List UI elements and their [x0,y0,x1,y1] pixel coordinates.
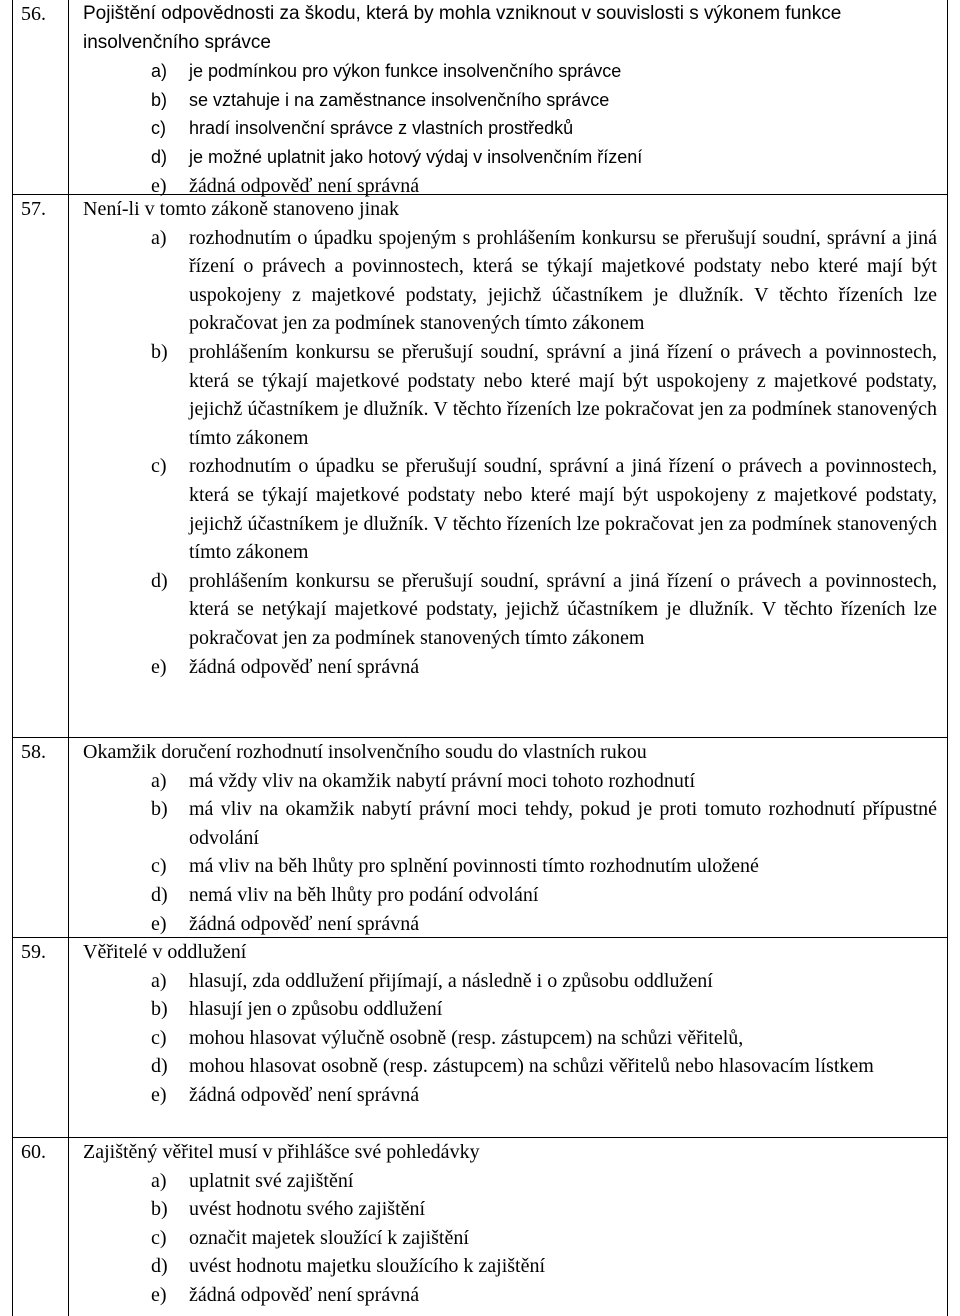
answer-option-letter: c) [151,1026,167,1049]
question-number: 56. [13,0,69,194]
answer-option [83,1024,937,1053]
answer-option [83,1167,937,1196]
question-body [69,938,947,1137]
answer-option-letter: a) [151,61,168,82]
answer-option [83,910,937,939]
question-number: 57. [13,195,69,737]
answer-option-letter: c) [151,455,167,478]
answer-option-letter: b) [151,1198,168,1221]
answer-option-text: nemá vliv na běh lhůty pro podání odvolání [189,883,539,906]
answer-option [83,452,937,566]
answer-option-text: mohou hlasovat výlučně osobně (resp. zástupcem) na schůzi věřitelů, [189,1026,744,1049]
answer-option-text: je podmínkou pro výkon funkce insolvenčního správce [189,61,622,82]
answer-option [83,881,937,910]
answer-option-text: uvést hodnotu majetku sloužícího k zajištění [189,1255,546,1278]
answer-option-letter: a) [151,226,167,249]
answer-option-text: žádná odpověď není správná [189,1083,420,1106]
question-number: 58. [13,738,69,937]
answer-option-letter: b) [151,340,168,363]
answer-option-text: hradí insolvenční správce z vlastních prostředků [189,118,574,139]
answer-option-text: žádná odpověď není správná [189,174,420,197]
answer-option-text: žádná odpověď není správná [189,655,420,678]
answer-option-text: má vždy vliv na okamžik nabytí právní moci tohoto rozhodnutí [189,769,696,792]
answer-option-letter: a) [151,969,167,992]
answer-option [83,967,937,996]
answer-option-letter: b) [151,798,168,821]
answer-option-letter: e) [151,912,167,935]
answer-option-letter: a) [151,1169,167,1192]
answer-option-text: hlasují jen o způsobu oddlužení [189,998,443,1021]
question-number: 60. [13,1138,69,1316]
answer-option-text: má vliv na okamžik nabytí právní moci tehdy, pokud je proti tomuto rozhodnutí přípustné odvolání [189,798,937,849]
answer-option [83,338,937,452]
answer-option-letter: e) [151,655,167,678]
answer-option-letter: c) [151,1226,167,1249]
answer-option-text: je možné uplatnit jako hotový výdaj v insolvenčním řízení [189,146,643,167]
answer-option-letter: d) [151,569,168,592]
answer-option-letter: d) [151,883,168,906]
answer-option-letter: b) [151,89,168,110]
question-row [13,195,947,738]
question-text: Není-li v tomto zákoně stanoveno jinak [83,198,400,220]
answer-option [83,1281,937,1310]
answer-option [83,143,937,172]
answer-option-letter: e) [151,174,167,197]
question-text: Věřitelé v oddlužení [83,941,247,963]
question-text: Pojištění odpovědnosti za škodu, která by mohla vzniknout v souvislosti s výkonem funkce insolvenčního správce [83,3,842,53]
answer-option [83,1052,937,1081]
answer-option [83,653,937,682]
answer-option-letter: e) [151,1283,167,1306]
answer-option [83,767,937,796]
question-document [12,0,948,1316]
answer-option [83,995,937,1024]
answer-option [83,224,937,338]
answer-option [83,1224,937,1253]
answer-option-letter: d) [151,146,168,167]
answer-option-text: se vztahuje i na zaměstnance insolvenčního správce [189,89,610,110]
question-body [69,738,947,937]
answer-option-text: mohou hlasovat osobně (resp. zástupcem) na schůzi věřitelů nebo hlasovacím lístkem [189,1055,874,1078]
answer-option [83,1081,937,1110]
answer-option-letter: c) [151,118,166,139]
answer-option-letter: e) [151,1083,167,1106]
answer-option [83,57,937,86]
question-number: 59. [13,938,69,1137]
question-row [13,738,947,938]
answer-option-letter: b) [151,998,168,1021]
answer-option-text: hlasují, zda oddlužení přijímají, a následně i o způsobu oddlužení [189,969,713,992]
question-text: Zajištěný věřitel musí v přihlášce své pohledávky [83,1141,480,1163]
answer-option-text: označit majetek sloužící k zajištění [189,1226,469,1249]
answer-option [83,1195,937,1224]
answer-option [83,86,937,115]
answer-option [83,852,937,881]
question-body [69,195,947,737]
question-body [69,0,947,197]
answer-option-letter: a) [151,769,167,792]
question-body [69,1138,947,1316]
answer-option [83,1252,937,1281]
answer-option [83,567,937,653]
answer-option [83,114,937,143]
question-row [13,938,947,1138]
question-row [13,1138,947,1316]
answer-option [83,795,937,852]
answer-option-text: prohlášením konkursu se přerušují soudní, správní a jiná řízení o právech a povinnostech, která se týkají majetkové podstaty nebo které mají být uspokojeny z majetkové podstaty, jejichž účastníkem je dlužník. V těchto řízeních lze pokračovat jen za podmínek stanovených tímto zákonem [189,340,937,449]
answer-option-letter: d) [151,1055,168,1078]
answer-option-text: uplatnit své zajištění [189,1169,354,1192]
answer-option-text: má vliv na běh lhůty pro splnění povinnosti tímto rozhodnutím uložené [189,855,759,878]
answer-option-letter: d) [151,1255,168,1278]
question-text: Okamžik doručení rozhodnutí insolvenčního soudu do vlastních rukou [83,741,647,763]
question-row [13,0,947,195]
answer-option-text: žádná odpověď není správná [189,1283,420,1306]
answer-option-text: uvést hodnotu svého zajištění [189,1198,426,1221]
answer-option-text: rozhodnutím o úpadku se přerušují soudní, správní a jiná řízení o právech a povinnostech, která se týkají majetkové podstaty nebo které mají být uspokojeny z majetkové podstaty, jejichž účastníkem je dlužník. V těchto řízeních lze pokračovat jen za podmínek stanovených tímto zákonem [189,455,937,564]
answer-option-text: prohlášením konkursu se přerušují soudní, správní a jiná řízení o právech a povinnostech, která se netýkají majetkové podstaty, jejichž účastníkem je dlužník. V těchto řízeních lze pokračovat jen za podmínek stanovených tímto zákonem [189,569,937,649]
answer-option-letter: c) [151,855,167,878]
answer-option-text: žádná odpověď není správná [189,912,420,935]
answer-option-text: rozhodnutím o úpadku spojeným s prohlášením konkursu se přerušují soudní, správní a jiná řízení o právech a povinnostech, která se týkají majetkové podstaty nebo které mají být uspokojeny z majetkové podstaty, jejichž účastníkem je dlužník. V těchto řízeních lze pokračovat jen za podmínek stanovených tímto zákonem [189,226,937,335]
